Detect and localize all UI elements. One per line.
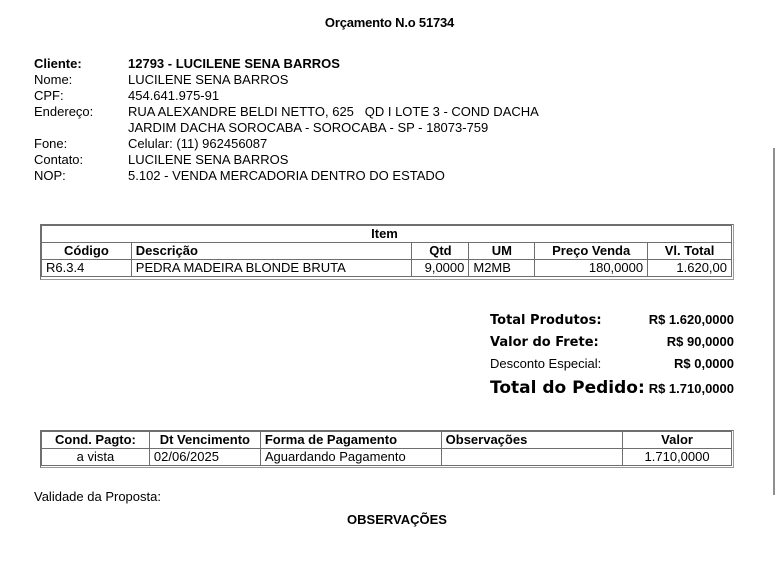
client-value: 12793 - LUCILENE SENA BARROS: [128, 56, 340, 71]
cell-valor: 1.710,0000: [623, 449, 732, 466]
col-observacoes: Observações: [441, 432, 623, 449]
col-qtd: Qtd: [412, 243, 469, 260]
contact-label: Contato:: [34, 152, 84, 167]
table-row: [42, 260, 732, 277]
address-row: [34, 104, 539, 120]
table-row: [42, 449, 732, 466]
cpf-value: 454.641.975-91: [128, 88, 220, 103]
col-codigo: Código: [42, 243, 132, 260]
cell-forma: Aguardando Pagamento: [260, 449, 441, 466]
page-edge-divider: [773, 148, 775, 495]
cell-preco: 180,0000: [535, 260, 648, 277]
total-produtos-label: Total Produtos:: [490, 313, 602, 328]
phone-value: Celular: (11) 962456087: [128, 136, 268, 151]
payment-table: [41, 431, 732, 466]
cell-cond: a vista: [42, 449, 150, 466]
items-header-row: [42, 243, 732, 260]
total-produtos-row: [490, 309, 734, 331]
cell-obs: [441, 449, 623, 466]
items-table: [41, 225, 732, 277]
desconto-value: R$ 0,0000: [674, 356, 734, 371]
nop-label: NOP:: [34, 168, 66, 183]
items-group-header: Item: [42, 226, 732, 243]
phone-row: [34, 136, 539, 152]
total-pedido-label: Total do Pedido:: [490, 378, 645, 398]
col-um: UM: [469, 243, 535, 260]
desconto-row: [490, 353, 734, 375]
address-row-2: [34, 120, 539, 136]
total-produtos-value: R$ 1.620,0000: [648, 312, 734, 327]
document-title: Orçamento N.o 51734: [324, 15, 455, 30]
client-label: Cliente:: [34, 56, 82, 71]
client-info: [34, 56, 539, 184]
desconto-label: Desconto Especial:: [490, 356, 602, 371]
name-value: LUCILENE SENA BARROS: [128, 72, 289, 87]
cell-um: M2MB: [469, 260, 535, 277]
col-total: Vl. Total: [648, 243, 732, 260]
total-pedido-value: R$ 1.710,0000: [648, 381, 734, 396]
total-pedido-row: [490, 375, 734, 401]
phone-label: Fone:: [34, 136, 68, 151]
nop-value: 5.102 - VENDA MERCADORIA DENTRO DO ESTADO: [128, 168, 445, 183]
items-group-header-row: [42, 226, 732, 243]
validade-label: Validade da Proposta:: [34, 489, 161, 504]
totals-block: [490, 309, 734, 401]
address-label: Endereço:: [34, 104, 94, 119]
cell-total: 1.620,00: [648, 260, 732, 277]
valor-frete-row: [490, 331, 734, 353]
cell-vencimento: 02/06/2025: [149, 449, 260, 466]
name-label: Nome:: [34, 72, 73, 87]
observacoes-title: OBSERVAÇÕES: [347, 512, 447, 527]
col-cond-pagto: Cond. Pagto:: [42, 432, 150, 449]
col-valor: Valor: [623, 432, 732, 449]
address-line1: RUA ALEXANDRE BELDI NETTO, 625 QD I LOTE 3 - COND DACHA: [128, 104, 539, 119]
name-row: [34, 72, 539, 88]
address-label-blank: [34, 120, 128, 136]
client-row: [34, 56, 539, 72]
payment-header-row: [42, 432, 732, 449]
col-dt-vencimento: Dt Vencimento: [149, 432, 260, 449]
valor-frete-value: R$ 90,0000: [666, 334, 734, 349]
cpf-label: CPF:: [34, 88, 64, 103]
cell-codigo: R6.3.4: [42, 260, 132, 277]
cell-qtd: 9,0000: [412, 260, 469, 277]
cpf-row: [34, 88, 539, 104]
contact-row: [34, 152, 539, 168]
col-descricao: Descrição: [131, 243, 412, 260]
address-line2: JARDIM DACHA SOROCABA - SOROCABA - SP - 18073-759: [128, 120, 489, 135]
col-preco: Preço Venda: [535, 243, 648, 260]
nop-row: [34, 168, 539, 184]
valor-frete-label: Valor do Frete:: [490, 335, 599, 350]
cell-descricao: PEDRA MADEIRA BLONDE BRUTA: [131, 260, 412, 277]
contact-value: LUCILENE SENA BARROS: [128, 152, 289, 167]
col-forma-pagamento: Forma de Pagamento: [260, 432, 441, 449]
